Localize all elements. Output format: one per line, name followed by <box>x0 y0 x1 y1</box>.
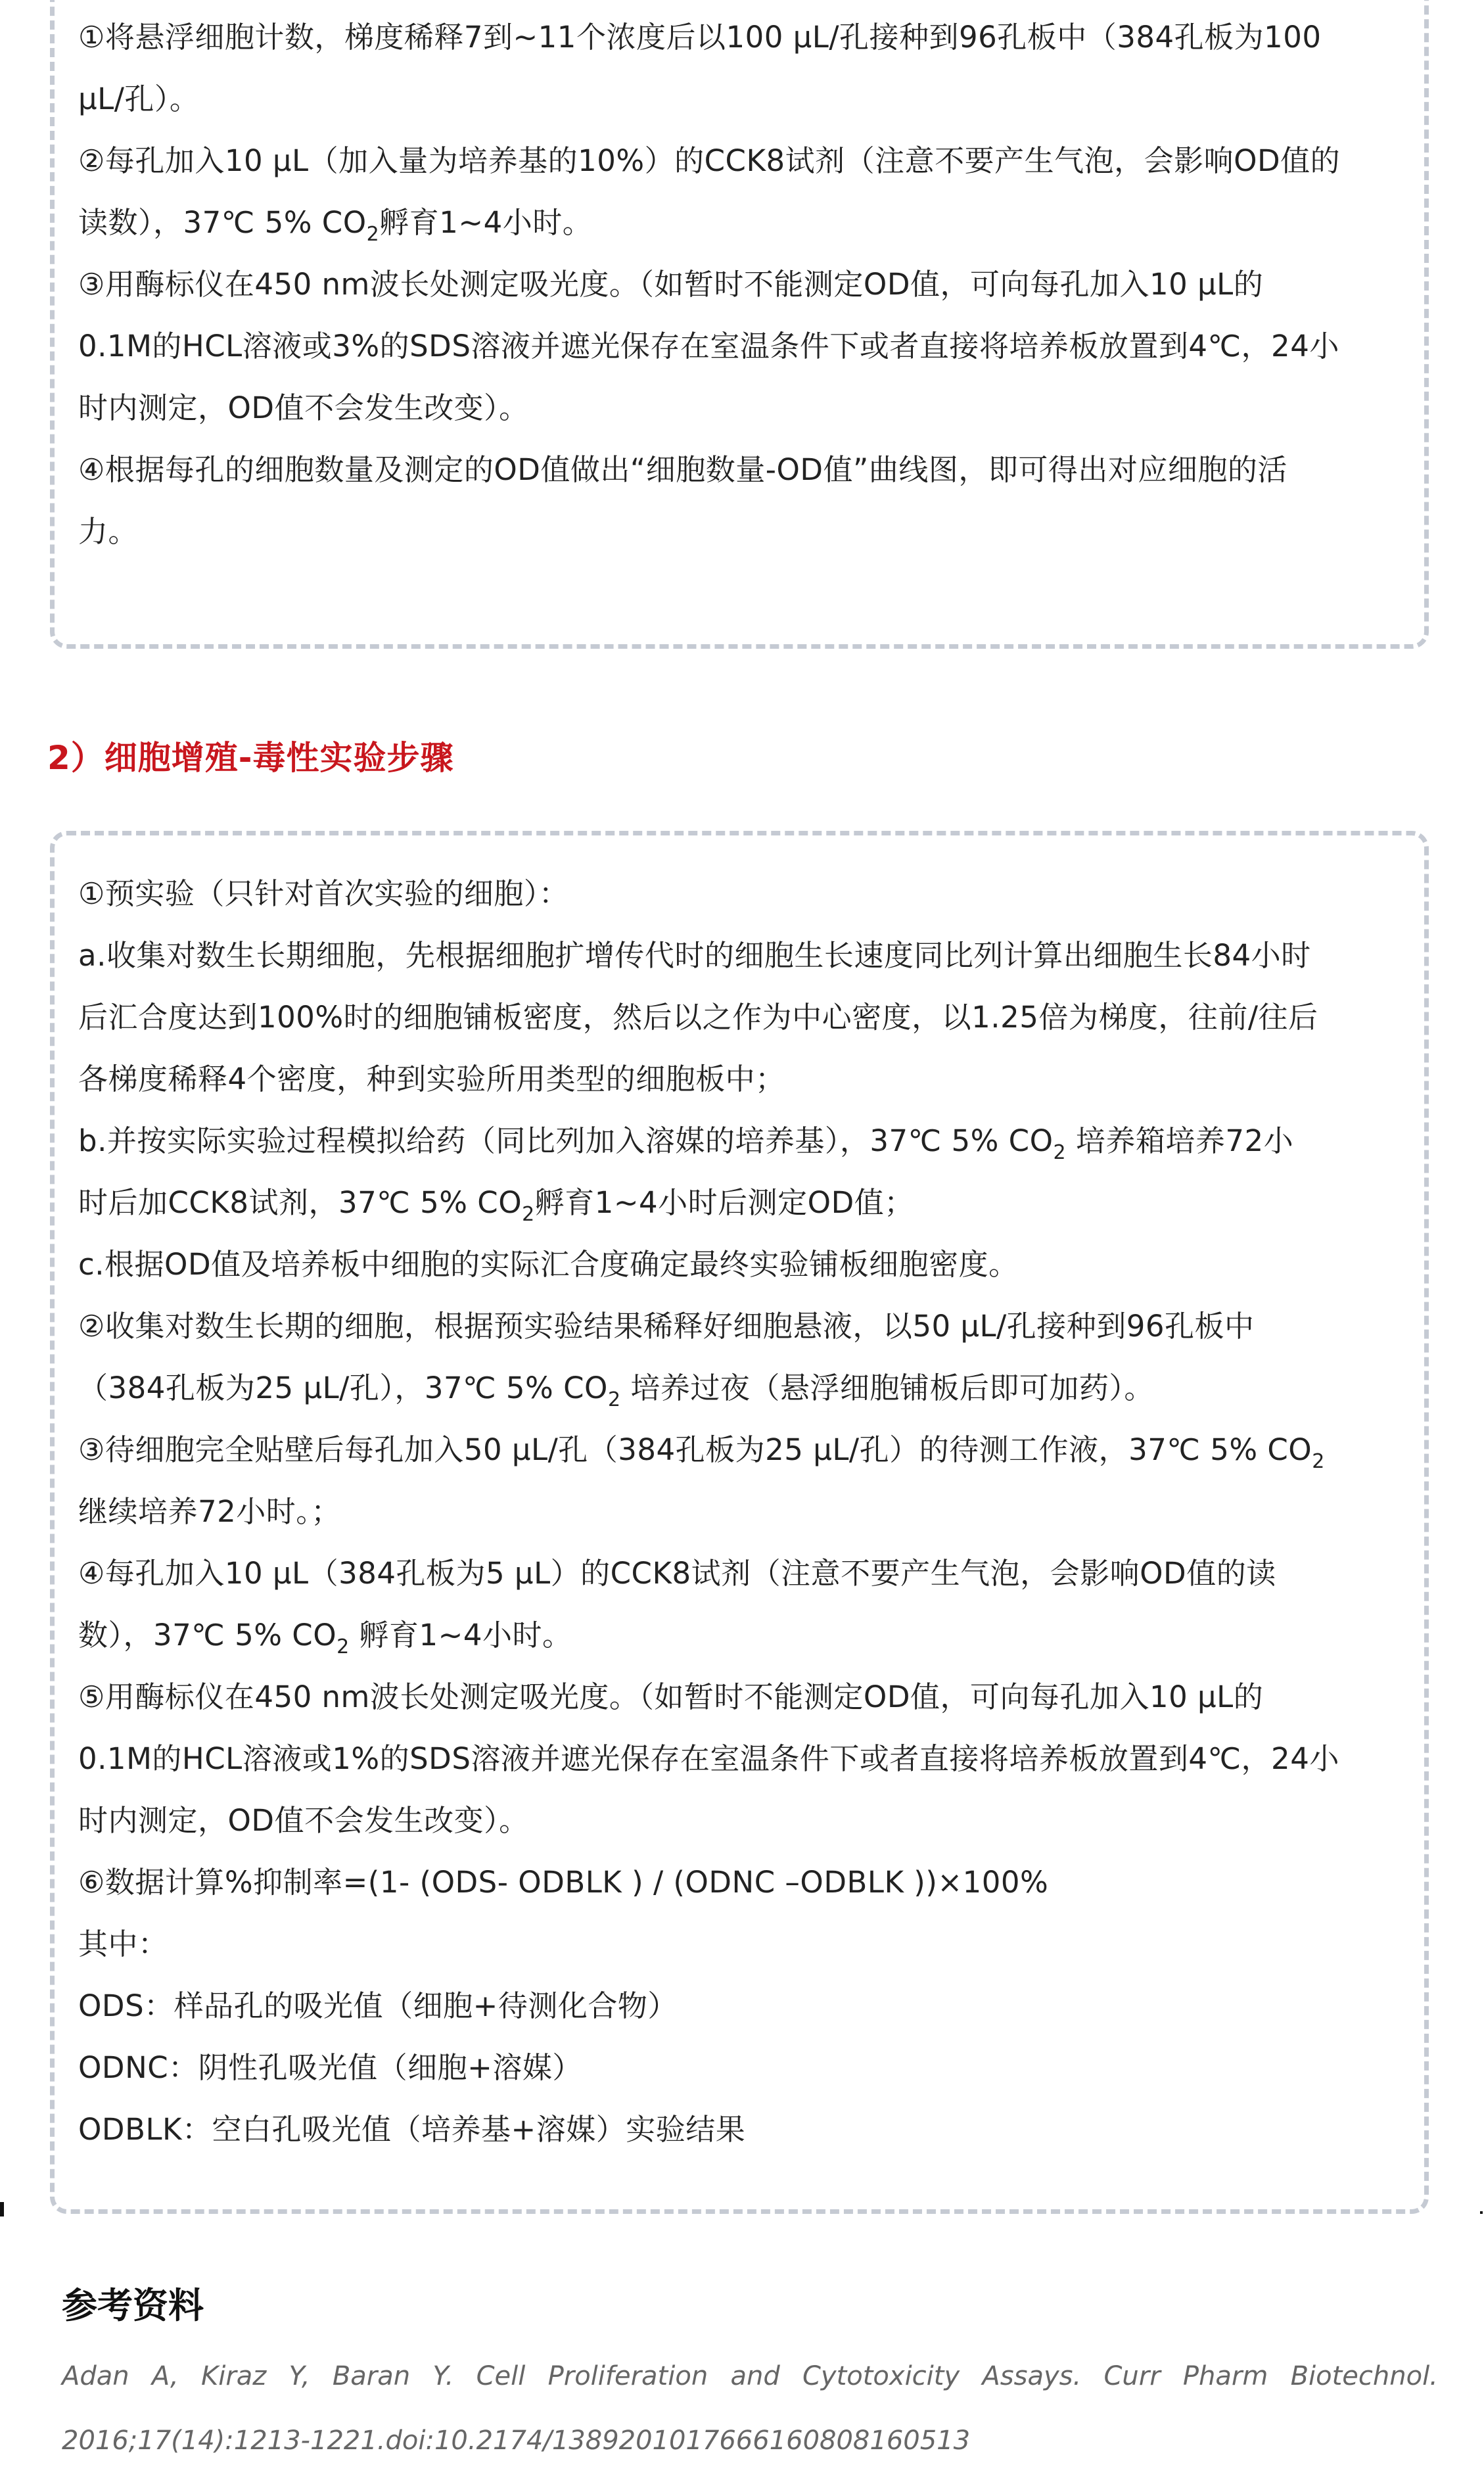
formula-line: ⑥数据计算%抑制率=(1- (ODS- ODBLK ) / (ODNC –ODBLK ))×100% <box>78 1865 1049 1900</box>
text-line: ④每孔加入10 μL（384孔板为5 μL）的CCK8试剂（注意不要产生气泡，会影响OD值的读 <box>78 1556 1276 1591</box>
text-line: b.并按实际实验过程模拟给药（同比列加入溶媒的培养基），37℃ 5% $CO_2$ 培养箱培养72小 <box>78 1123 1294 1164</box>
text-line: 后汇合度达到100%时的细胞铺板密度，然后以之作为中心密度，以1.25倍为梯度，往前/往后 <box>78 1000 1318 1035</box>
citation-word: Biotechnol. <box>1290 2361 1438 2391</box>
text-line: 其中： <box>78 1927 168 1961</box>
citation-word: Cell <box>476 2361 526 2391</box>
text-line: 读数），37℃ 5% $CO_2$孵育1~4小时。 <box>78 205 593 246</box>
text-line: c.根据OD值及培养板中细胞的实际汇合度确定最终实验铺板细胞密度。 <box>78 1247 1019 1282</box>
text-line: ③用酶标仪在450 nm波长处测定吸光度。（如暂时不能测定OD值，可向每孔加入10 μL的 <box>78 267 1264 302</box>
citation-word: Curr <box>1103 2361 1161 2391</box>
citation-line-1 <box>62 2361 1438 2391</box>
text-line: 时内测定，OD值不会发生改变）。 <box>78 390 529 425</box>
text-line: ④根据每孔的细胞数量及测定的OD值做出“细胞数量-OD值”曲线图，即可得出对应细胞的活 <box>78 452 1287 487</box>
protocol-box-cell-count <box>50 0 1429 649</box>
citation-word: Y. <box>432 2361 454 2391</box>
text-line: μL/孔）。 <box>78 82 200 116</box>
citation-word: Baran <box>332 2361 411 2391</box>
text-line: 数），37℃ 5% $CO_2$ 孵育1~4小时。 <box>78 1618 572 1658</box>
protocol-text-2 <box>78 863 1404 2161</box>
citation-word: A, <box>151 2361 179 2391</box>
text-line: 时后加CCK8试剂，37℃ 5% $CO_2$孵育1~4小时后测定OD值； <box>78 1185 914 1226</box>
text-line: 0.1M的HCL溶液或3%的SDS溶液并遮光保存在室温条件下或者直接将培养板放置到4℃，24小 <box>78 329 1339 364</box>
citation-word: Cytotoxicity <box>802 2361 960 2391</box>
citation-word: Assays. <box>982 2361 1082 2391</box>
citation-word: and <box>730 2361 780 2391</box>
text-line: 力。 <box>78 514 139 549</box>
references-heading: 参考资料 <box>62 2285 204 2326</box>
reference-citation-line-2: 2016;17(14):1213-1221.doi:10.2174/1389201017666160808160513 <box>62 2426 971 2456</box>
text-line: ③待细胞完全贴壁后每孔加入50 μL/孔（384孔板为25 μL/孔）的待测工作液，37℃ 5% $CO_2$ <box>78 1432 1325 1473</box>
reference-citation <box>62 2361 1438 2391</box>
citation-word: Y, <box>289 2361 310 2391</box>
text-line: ⑤用酶标仪在450 nm波长处测定吸光度。（如暂时不能测定OD值，可向每孔加入10 μL的 <box>78 1679 1264 1714</box>
edge-mark <box>1480 2211 1483 2214</box>
citation-word: Kiraz <box>200 2361 267 2391</box>
text-line: 0.1M的HCL溶液或1%的SDS溶液并遮光保存在室温条件下或者直接将培养板放置到4℃，24小 <box>78 1741 1339 1776</box>
protocol-text-1 <box>78 7 1404 563</box>
text-line: ①预实验（只针对首次实验的细胞）： <box>78 876 569 911</box>
section-heading-proliferation-toxicity: 2）细胞增殖-毒性实验步骤 <box>47 739 454 777</box>
text-line: 各梯度稀释4个密度，种到实验所用类型的细胞板中； <box>78 1062 785 1096</box>
text-line: ②收集对数生长期的细胞，根据预实验结果稀释好细胞悬液，以50 μL/孔接种到96孔板中 <box>78 1309 1255 1344</box>
definition-ods: ODS：样品孔的吸光值（细胞+待测化合物） <box>78 1988 678 2023</box>
protocol-box-toxicity <box>50 831 1429 2214</box>
citation-word: Proliferation <box>547 2361 708 2391</box>
citation-word: Adan <box>62 2361 129 2391</box>
text-line: ①将悬浮细胞计数，梯度稀释7到~11个浓度后以100 μL/孔接种到96孔板中（384孔板为100 <box>78 20 1322 55</box>
text-line: 继续培养72小时。； <box>78 1494 341 1529</box>
citation-word: Pharm <box>1182 2361 1268 2391</box>
edge-mark <box>0 2202 4 2216</box>
text-line: ②每孔加入10 μL（加入量为培养基的10%）的CCK8试剂（注意不要产生气泡，会影响OD值的 <box>78 143 1341 178</box>
text-line: 时内测定，OD值不会发生改变）。 <box>78 1803 529 1838</box>
definition-odblk: ODBLK：空白孔吸光值（培养基+溶媒）实验结果 <box>78 2112 746 2147</box>
definition-odnc: ODNC：阴性孔吸光值（细胞+溶媒） <box>78 2050 582 2085</box>
text-line: a.收集对数生长期细胞，先根据细胞扩增传代时的细胞生长速度同比列计算出细胞生长84小时 <box>78 938 1311 973</box>
text-line: （384孔板为25 μL/孔），37℃ 5% $CO_2$ 培养过夜（悬浮细胞铺板后即可加药）。 <box>78 1371 1154 1411</box>
